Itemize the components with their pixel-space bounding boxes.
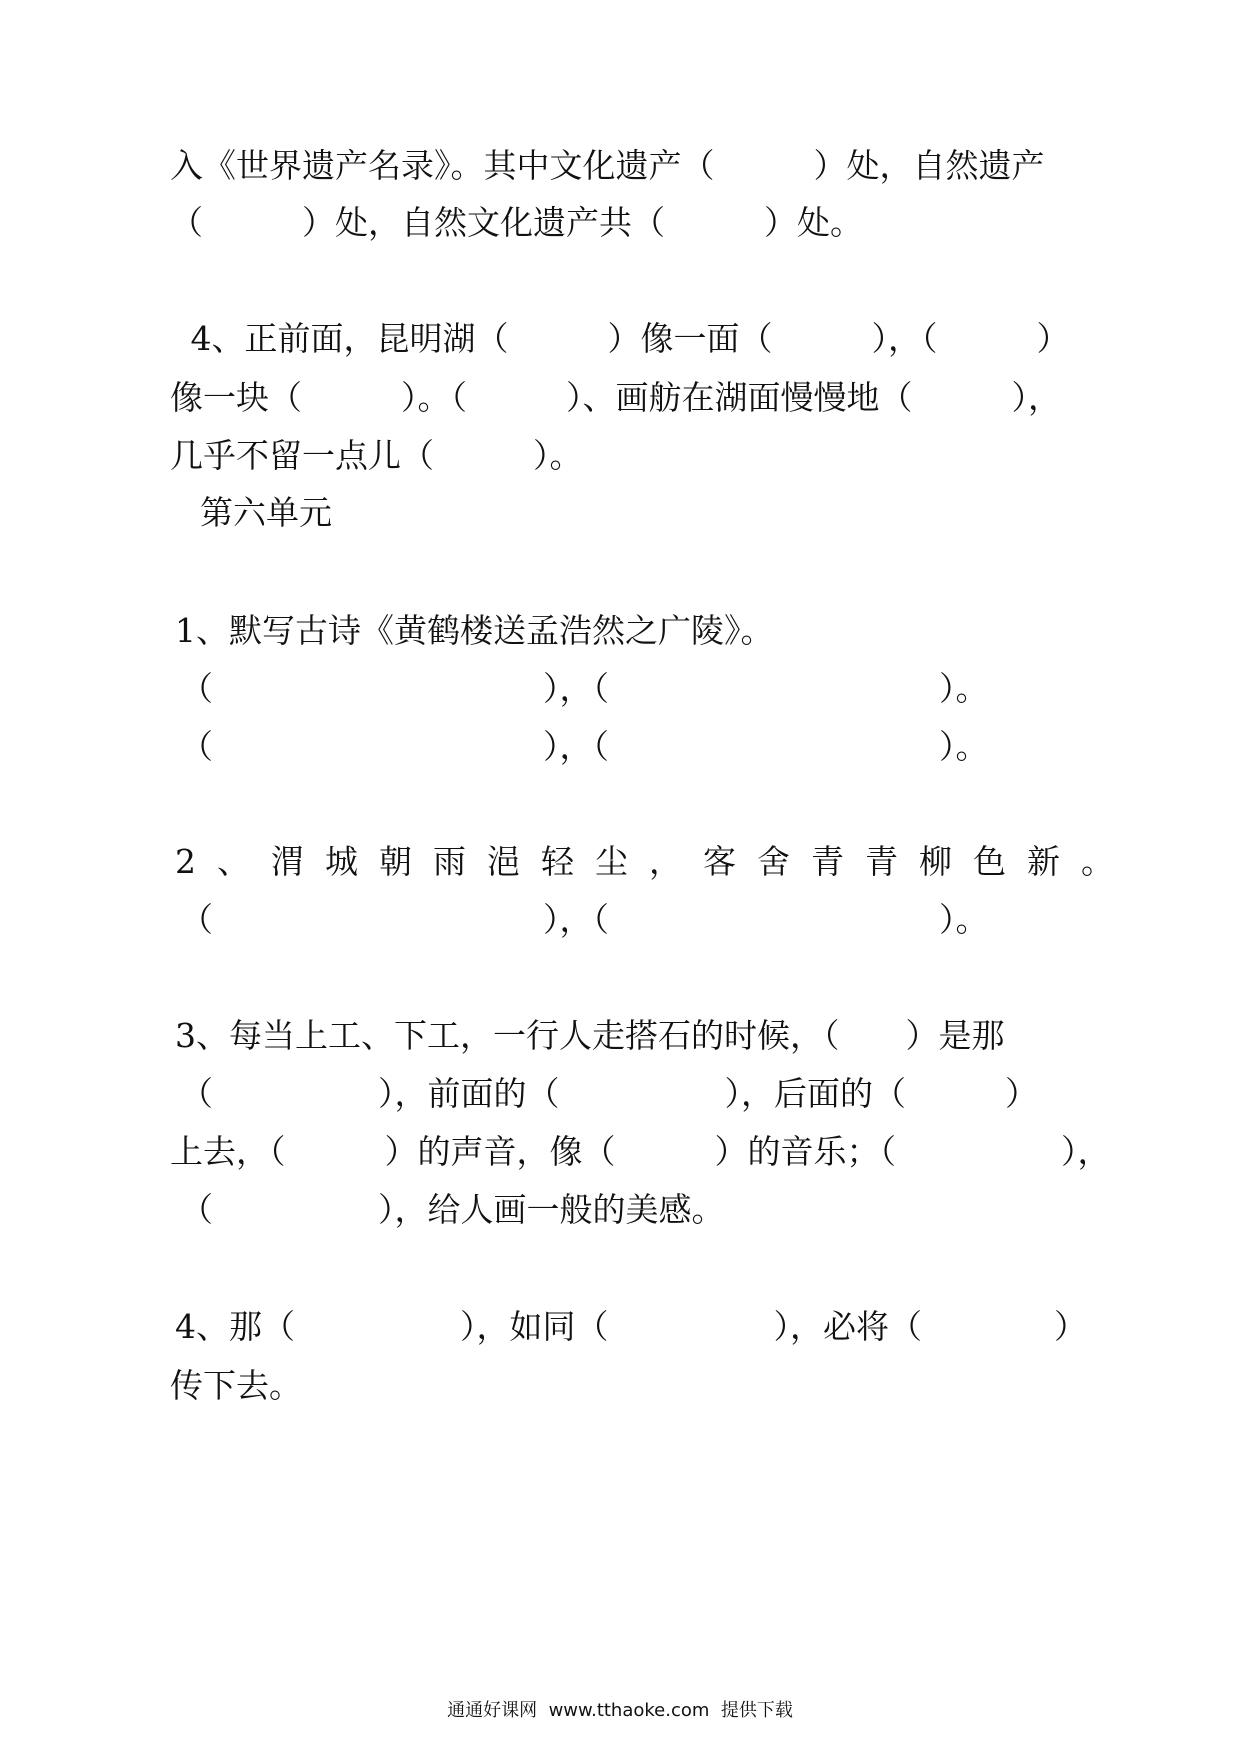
section-6-q2-line-2: （ ），（ ）。 xyxy=(180,900,989,939)
section-6-q3-line-2: （ ），前面的（ ），后面的（ ） xyxy=(180,1074,1038,1113)
section-6-q3-line-1: 3、每当上工、下工，一行人走搭石的时候，（ ）是那 xyxy=(175,1016,1005,1055)
section-6-title: 第六单元 xyxy=(200,493,332,532)
section-6-q3-line-3: 上去，（ ）的声音，像（ ）的音乐；（ ）， xyxy=(170,1132,1111,1171)
section-6-q3-line-4: （ ），给人画一般的美感。 xyxy=(180,1190,725,1229)
footer-credit: 通通好课网 www.tthaoke.com 提供下载 xyxy=(447,1700,793,1721)
section-6-q2-line-1: 2、渭城朝雨浥轻尘，客舍青青柳色新。 xyxy=(175,842,1135,881)
section-6-q4-line-2: 传下去。 xyxy=(170,1366,302,1405)
section-6-q1-line-3: （ ），（ ）。 xyxy=(180,727,989,766)
section-5-q4-line-1: 4、正前面，昆明湖（ ）像一面（ ），（ ） xyxy=(180,319,1070,358)
section-6-q4-line-1: 4、那（ ），如同（ ），必将（ ） xyxy=(175,1307,1087,1346)
section-6-q1-line-1: 1、默写古诗《黄鹤楼送孟浩然之广陵》。 xyxy=(175,611,774,650)
section-6-q1-line-2: （ ），（ ）。 xyxy=(180,669,989,708)
section-5-q3-line-2: （ ）处，自然文化遗产共（ ）处。 xyxy=(170,203,863,242)
section-5-q4-line-3: 几乎不留一点儿（ ）。 xyxy=(170,436,583,475)
section-5-q3-line-1: 入《世界遗产名录》。其中文化遗产（ ）处，自然遗产 xyxy=(170,146,1045,185)
section-5-q4-line-2: 像一块（ ）。（ ）、画舫在湖面慢慢地（ ）， xyxy=(170,378,1061,417)
